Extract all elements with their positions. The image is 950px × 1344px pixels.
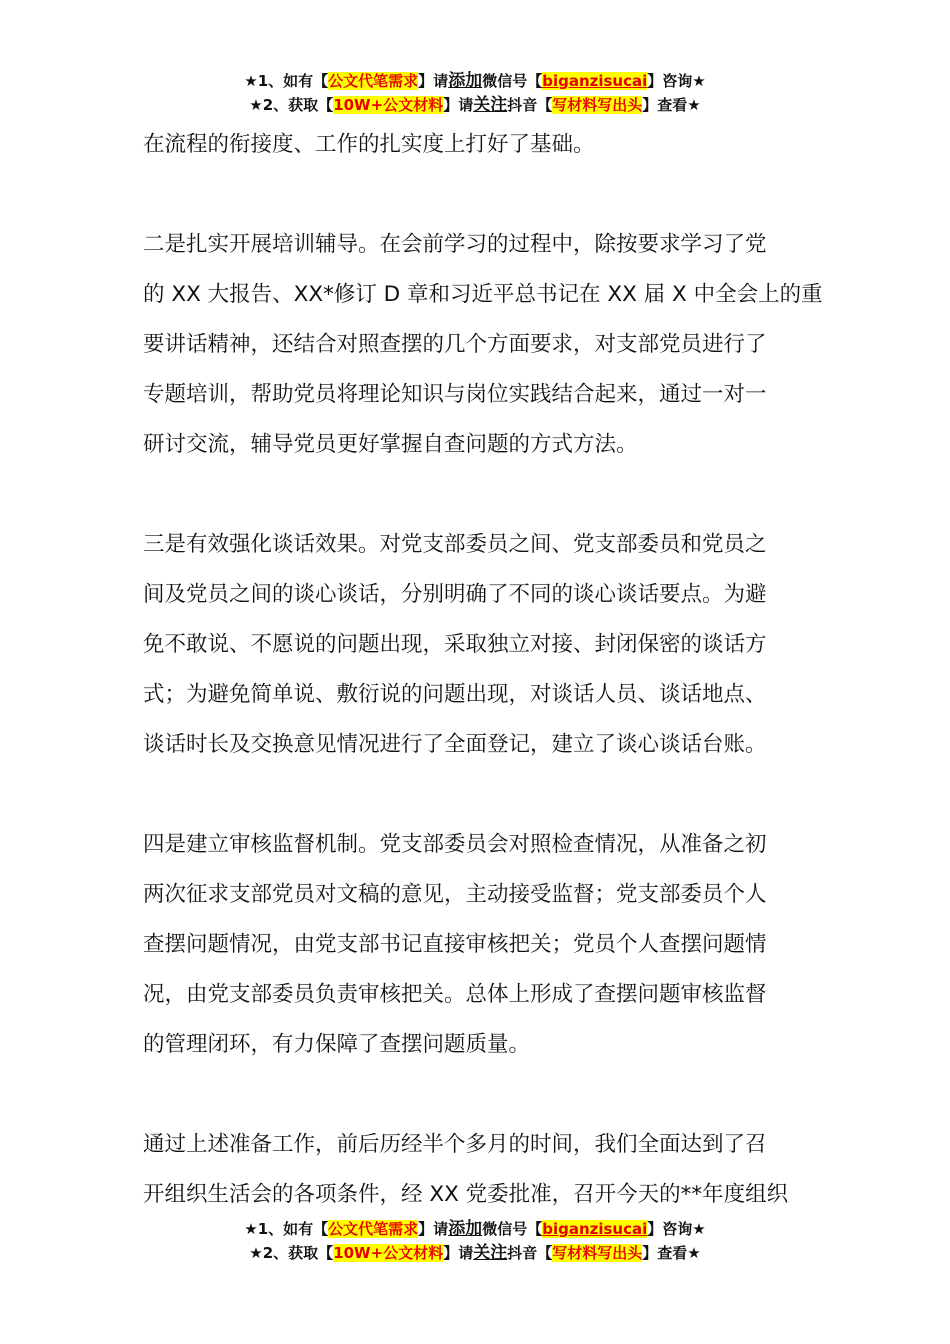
text-line: 式；为避免简单说、敷衍说的问题出现，对谈话人员、谈话地点、 bbox=[143, 682, 767, 707]
text-line: 通过上述准备工作，前后历经半个多月的时间，我们全面达到了召 bbox=[143, 1132, 767, 1157]
banner-text: 】请 bbox=[418, 72, 449, 90]
text-line: 四是建立审核监督机制。党支部委员会对照检查情况，从准备之初 bbox=[143, 832, 767, 857]
header-banner bbox=[0, 69, 950, 117]
blank-line bbox=[143, 470, 811, 520]
banner-line-2 bbox=[0, 93, 950, 117]
text-line: 研讨交流，辅导党员更好掌握自查问题的方式方法。 bbox=[143, 432, 638, 457]
banner-underline: 关注 bbox=[473, 95, 508, 115]
banner-text: 】咨询★ bbox=[647, 72, 706, 90]
text-line: 二是扎实开展培训辅导。在会前学习的过程中，除按要求学习了党 bbox=[143, 232, 767, 257]
text-line: 三是有效强化谈话效果。对党支部委员之间、党支部委员和党员之 bbox=[143, 532, 767, 557]
banner-highlight: 写材料写出头 bbox=[552, 96, 643, 114]
blank-line bbox=[143, 770, 811, 820]
banner-line-1 bbox=[0, 69, 950, 93]
banner-text: 】咨询★ bbox=[647, 1220, 706, 1238]
banner-underline: 关注 bbox=[473, 1243, 508, 1263]
document-body bbox=[143, 120, 823, 1220]
banner-text: ★1、如有【 bbox=[244, 72, 329, 90]
text-line: 的 XX 大报告、XX*修订 D 章和习近平总书记在 XX 届 X 中全会上的重 bbox=[143, 282, 823, 307]
banner-highlight: 10W+公文材料 bbox=[333, 96, 444, 114]
banner-text: 】请 bbox=[443, 96, 474, 114]
banner-text: ★2、获取【 bbox=[249, 96, 334, 114]
banner-text: 】查看★ bbox=[642, 1244, 701, 1262]
banner-line-2 bbox=[0, 1241, 950, 1265]
banner-highlight: 公文代笔需求 bbox=[328, 72, 419, 90]
text-line: 专题培训，帮助党员将理论知识与岗位实践结合起来，通过一对一 bbox=[143, 382, 767, 407]
banner-underline: 添加 bbox=[448, 71, 483, 91]
text-line: 免不敢说、不愿说的问题出现，采取独立对接、封闭保密的谈话方 bbox=[143, 632, 767, 657]
blank-line bbox=[143, 1070, 811, 1120]
banner-text: ★2、获取【 bbox=[249, 1244, 334, 1262]
banner-text: 微信号【 bbox=[482, 1220, 543, 1238]
banner-text: 抖音【 bbox=[507, 96, 553, 114]
text-line: 况，由党支部委员负责审核把关。总体上形成了查摆问题审核监督 bbox=[143, 982, 767, 1007]
banner-text: 微信号【 bbox=[482, 72, 543, 90]
banner-text: ★1、如有【 bbox=[244, 1220, 329, 1238]
banner-text: 抖音【 bbox=[507, 1244, 553, 1262]
banner-line-1 bbox=[0, 1217, 950, 1241]
footer-banner bbox=[0, 1217, 950, 1265]
banner-text: 】请 bbox=[418, 1220, 449, 1238]
banner-text: 】查看★ bbox=[642, 96, 701, 114]
banner-underline: 添加 bbox=[448, 1219, 483, 1239]
text-line: 两次征求支部党员对文稿的意见，主动接受监督；党支部委员个人 bbox=[143, 882, 767, 907]
text-line: 要讲话精神，还结合对照查摆的几个方面要求，对支部党员进行了 bbox=[143, 332, 767, 357]
text-line: 的管理闭环，有力保障了查摆问题质量。 bbox=[143, 1032, 531, 1057]
text-line: 查摆问题情况，由党支部书记直接审核把关；党员个人查摆问题情 bbox=[143, 932, 767, 957]
banner-text: 】请 bbox=[443, 1244, 474, 1262]
banner-wechat-id: biganzisucai bbox=[542, 1220, 648, 1238]
banner-wechat-id: biganzisucai bbox=[542, 72, 648, 90]
banner-highlight: 10W+公文材料 bbox=[333, 1244, 444, 1262]
text-line: 间及党员之间的谈心谈话，分别明确了不同的谈心谈话要点。为避 bbox=[143, 582, 767, 607]
text-line: 在流程的衔接度、工作的扎实度上打好了基础。 bbox=[143, 132, 595, 157]
banner-highlight: 写材料写出头 bbox=[552, 1244, 643, 1262]
text-line: 开组织生活会的各项条件，经 XX 党委批准，召开今天的**年度组织 bbox=[143, 1182, 789, 1207]
text-line: 谈话时长及交换意见情况进行了全面登记，建立了谈心谈话台账。 bbox=[143, 732, 767, 757]
banner-highlight: 公文代笔需求 bbox=[328, 1220, 419, 1238]
blank-line bbox=[143, 170, 811, 220]
